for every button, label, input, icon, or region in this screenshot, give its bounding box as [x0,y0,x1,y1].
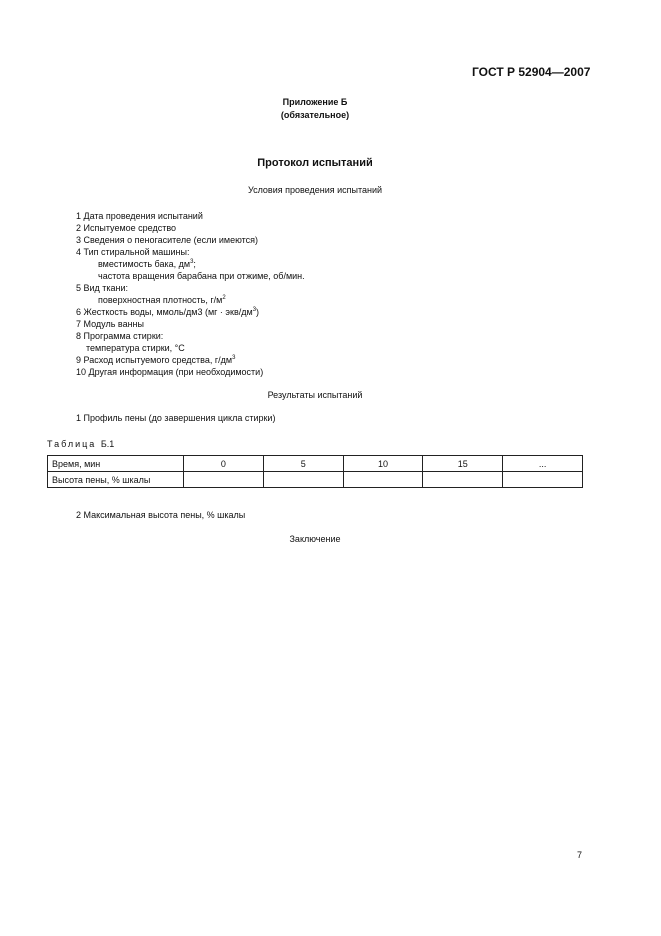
list-item: 8 Программа стирки: [76,331,164,341]
table-cell: 15 [423,456,503,472]
table-cell [343,472,423,488]
conditions-heading: Условия проведения испытаний [247,185,383,195]
list-item: 3 Сведения о пеногасителе (если имеются) [76,235,259,245]
row-header-foam-height: Высота пены, % шкалы [48,472,184,488]
table-cell [503,472,583,488]
table-caption-word: Таблица [47,439,97,449]
list-item: частота вращения барабана при отжиме, об/мин. [98,271,305,281]
list-item: 10 Другая информация (при необходимости) [76,367,264,377]
item-text-tail: ; [193,259,196,269]
table-cell: 0 [184,456,264,472]
appendix-title: Приложение Б [282,97,348,107]
table-cell: 5 [263,456,343,472]
superscript: 3 [232,355,236,361]
results-heading: Результаты испытаний [267,390,363,400]
foam-table [47,455,583,488]
conditions-list [76,210,305,378]
page-number: 7 [577,850,583,860]
list-item: 4 Тип стиральной машины: [76,247,190,257]
item-text: 9 Расход испытуемого средства, г/дм [76,355,233,365]
table-caption [47,439,114,449]
list-item: 2 Испытуемое средство [76,223,177,233]
table-cell [263,472,343,488]
max-foam-height-item: 2 Максимальная высота пены, % шкалы [76,510,246,520]
table-cell [184,472,264,488]
appendix-note: (обязательное) [280,110,350,120]
item-text: поверхностная плотность, г/м [98,295,223,305]
item-text: 6 Жесткость воды, ммоль/дм3 (мг · экв/дм [76,307,253,317]
table-cell: 10 [343,456,423,472]
table-row [48,456,583,472]
table-row [48,472,583,488]
superscript: 2 [222,295,226,301]
list-item [76,258,305,270]
list-item [76,306,305,318]
superscript: 3 [252,307,257,313]
list-item: 7 Модуль ванны [76,319,145,329]
protocol-title: Протокол испытаний [257,157,373,169]
standard-number: ГОСТ Р 52904—2007 [472,65,591,79]
item-text-tail: ) [256,307,260,317]
table-cell: ... [503,456,583,472]
superscript: 3 [190,259,194,265]
list-item [76,294,305,306]
row-header-time: Время, мин [48,456,184,472]
list-item: 1 Дата проведения испытаний [76,211,203,221]
list-item [76,354,305,366]
item-text: вместимость бака, дм [98,259,191,269]
list-item: температура стирки, °С [86,343,185,353]
conclusion-heading: Заключение [289,534,341,544]
table-caption-number: Б.1 [100,439,115,449]
foam-profile-item: 1 Профиль пены (до завершения цикла стирки) [76,413,276,423]
table-cell [423,472,503,488]
list-item: 5 Вид ткани: [76,283,129,293]
